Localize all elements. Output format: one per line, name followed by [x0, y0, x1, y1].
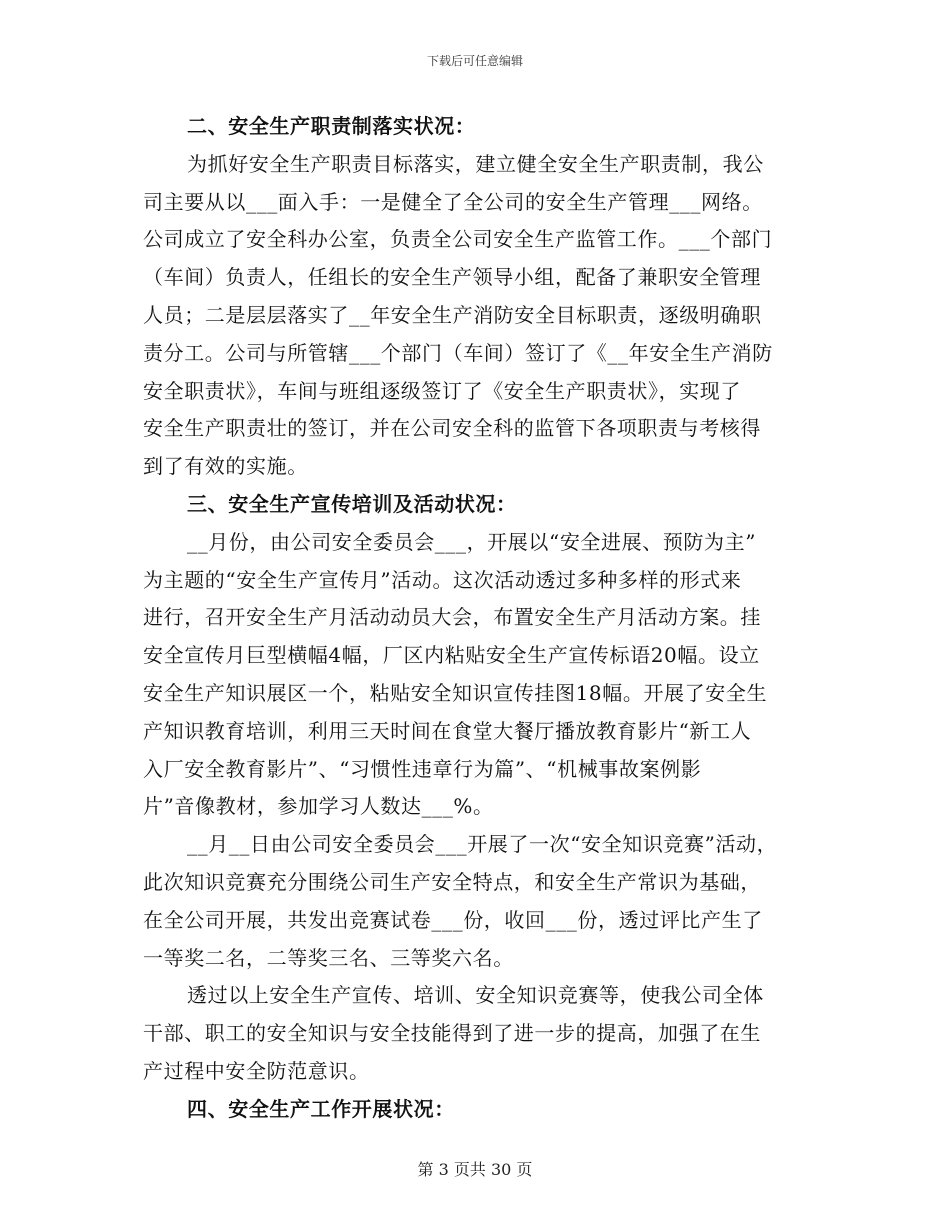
text-line: 安全生产知识展区一个，粘贴安全知识宣传挂图18幅。开展了安全生 — [143, 680, 768, 705]
text-line: 安全生产职责壮的签订，并在公司安全科的监管下各项职责与考核得 — [143, 416, 761, 441]
text-line: __月__日由公司安全委员会___开展了一次“安全知识竞赛”活动， — [187, 832, 778, 857]
text-line: 产知识教育培训，利用三天时间在食堂大餐厅播放教育影片“新工人 — [143, 718, 752, 743]
text-line: __月份，由公司安全委员会___，开展以“安全进展、预防为主” — [187, 529, 757, 554]
text-line: 人员；二是层层落实了__年安全生产消防安全目标职责，逐级明确职 — [143, 302, 762, 327]
text-line: 在全公司开展，共发出竞赛试卷___份，收回___份，透过评比产生了 — [143, 907, 763, 932]
text-line: 为主题的“安全生产宣传月”活动。这次活动透过多种多样的形式来 — [143, 567, 742, 592]
text-line: 安全职责状》，车间与班组逐级签订了《安全生产职责状》，实现了 — [143, 378, 741, 403]
section-heading: 二、安全生产职责制落实状况： — [187, 114, 476, 138]
text-line: 为抓好安全生产职责目标落实，建立健全安全生产职责制，我公 — [187, 151, 764, 176]
text-line: 干部、职工的安全知识与安全技能得到了进一步的提高，加强了在生 — [143, 1021, 761, 1046]
text-line: 透过以上安全生产宣传、培训、安全知识竞赛等，使我公司全体 — [187, 983, 764, 1008]
text-line: 到了有效的实施。 — [143, 454, 308, 479]
text-line: 司主要从以___面入手：一是健全了全公司的安全生产管理___网络。 — [143, 189, 763, 214]
section-heading: 四、安全生产工作开展状况： — [187, 1096, 455, 1121]
text-line: 此次知识竞赛充分围绕公司生产安全特点，和安全生产常识为基础， — [143, 869, 761, 894]
document-body — [143, 108, 818, 1129]
text-line: 片”音像教材，参加学习人数达___%。 — [143, 794, 494, 819]
text-line: （车间）负责人，任组长的安全生产领导小组，配备了兼职安全管理 — [143, 265, 761, 290]
text-line: 责分工。公司与所管辖___个部门（车间）签订了《__年安全生产消防 — [143, 340, 773, 365]
text-line: 公司成立了安全科办公室，负责全公司安全生产监管工作。___个部门 — [143, 227, 773, 252]
page-footer: 第 3 页共 30 页 — [417, 1160, 533, 1179]
text-line: 进行，召开安全生产月活动动员大会，布置安全生产月活动方案。挂 — [143, 605, 761, 630]
section-heading: 三、安全生产宣传培训及活动状况： — [187, 491, 517, 516]
text-line: 产过程中安全防范意识。 — [143, 1058, 370, 1083]
text-line: 入厂安全教育影片”、“习惯性违章行为篇”、“机械事故案例影 — [143, 756, 702, 781]
page-header: 下载后可任意编辑 — [426, 54, 523, 68]
text-line: 安全宣传月巨型横幅4幅，厂区内粘贴安全生产宣传标语20幅。设立 — [143, 643, 760, 668]
text-line: 一等奖二名，二等奖三名、三等奖六名。 — [143, 945, 514, 970]
